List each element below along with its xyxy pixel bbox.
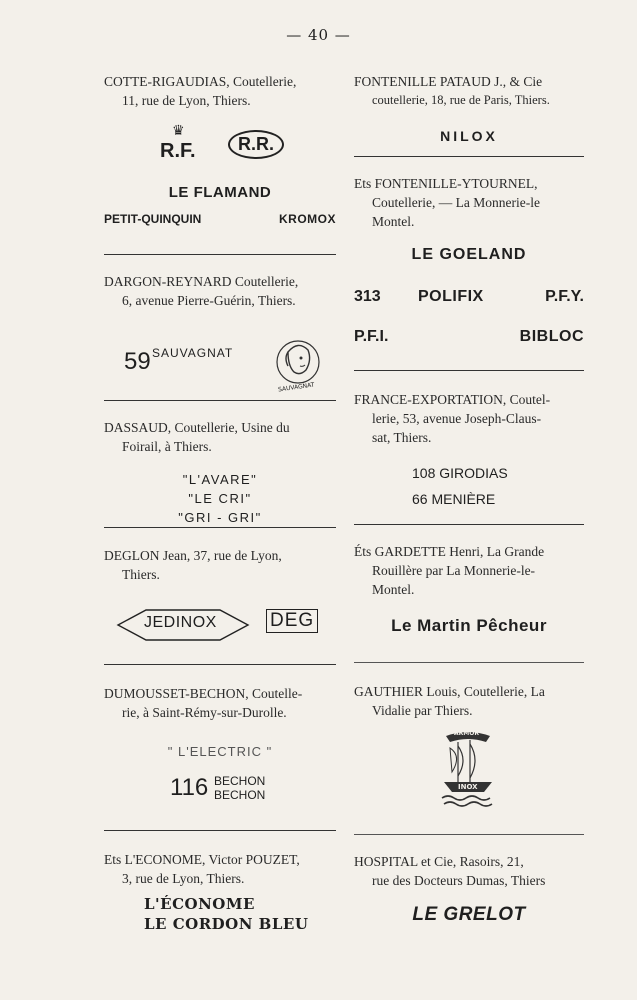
mark-pfi: P.F.I. (354, 328, 389, 345)
mark-lavare: "L'AVARE" (182, 472, 258, 487)
header-line: Thiers. (122, 567, 160, 582)
entry-header (354, 72, 584, 110)
header-line: FONTENILLE PATAUD J., & Cie (354, 74, 543, 89)
entry-fontenille-pataud (354, 72, 584, 144)
header-line: sat, Thiers. (372, 430, 432, 445)
entry-header (104, 684, 336, 722)
header-line: coutellerie, 18, rue de Paris, Thiers. (372, 93, 550, 107)
mark-petit-quinquin: PETIT-QUINQUIN (104, 212, 202, 226)
divider (354, 156, 584, 157)
mark-kromox: KROMOX (279, 212, 336, 226)
mark-polifix: POLIFIX (418, 288, 484, 305)
entry-gardette (354, 542, 584, 635)
seal-text: SAUVAGNAT (277, 381, 315, 394)
mark-lelectric: " L'ELECTRIC " (167, 744, 273, 759)
logo-word: BECHON (214, 774, 266, 788)
mark-gri-gri: "GRI - GRI" (178, 510, 262, 525)
header-line: Montel. (372, 582, 415, 597)
entry-header (354, 852, 584, 890)
header-line: Montel. (372, 214, 415, 229)
ship-seal-logo (438, 726, 498, 810)
entry-hospital (354, 852, 584, 925)
logo-name: SAUVAGNAT (152, 346, 234, 360)
entry-header (104, 272, 336, 310)
entry-header (104, 418, 336, 456)
header-line: HOSPITAL et Cie, Rasoirs, 21, (354, 854, 524, 869)
mark-le-martin-pecheur: Le Martin Pêcheur (391, 616, 547, 635)
divider (104, 830, 336, 831)
logo-number: 116 (170, 774, 209, 801)
mark-nilox: NILOX (440, 128, 498, 144)
entry-france-exportation (354, 390, 584, 507)
header-line: 3, rue de Lyon, Thiers. (122, 871, 245, 886)
mark-list (144, 894, 308, 934)
header-line: DASSAUD, Coutellerie, Usine du (104, 420, 290, 435)
crown-icon: ♛ (172, 123, 185, 139)
divider (354, 662, 584, 663)
logo-jedinox-text: JEDINOX (144, 614, 217, 631)
mark-bibloc: BIBLOC (519, 328, 584, 345)
page-number: — 40 — (286, 26, 351, 44)
header-line: COTTE-RIGAUDIAS, Coutellerie, (104, 74, 297, 89)
logo-sauvagnat (124, 336, 344, 396)
seal-top-text: ARMOR (454, 730, 479, 737)
entry-header (354, 682, 584, 720)
entry-header (104, 72, 336, 110)
divider (104, 254, 336, 255)
entry-cotte-rigaudias (104, 72, 336, 226)
logo-rf-rr (158, 124, 298, 170)
entry-header (104, 850, 336, 888)
mark-meniere: 66 MENIÈRE (412, 491, 496, 507)
header-line: GAUTHIER Louis, Coutellerie, La (354, 684, 545, 699)
entry-header (354, 542, 584, 599)
mark-le-grelot: LE GRELOT (412, 904, 526, 925)
header-line: Foirail, à Thiers. (122, 439, 212, 454)
seal-bottom-text: INOX (458, 783, 478, 791)
mark-le-goeland: LE GOELAND (411, 246, 527, 263)
logo-deg-text: DEG (266, 609, 318, 633)
header-line: Rouillère par La Monnerie-le- (372, 563, 536, 578)
mark-le-flamand: LE FLAMAND (168, 184, 272, 201)
header-line: DUMOUSSET-BECHON, Coutelle- (104, 686, 303, 701)
header-line: rie, à Saint-Rémy-sur-Durolle. (122, 705, 287, 720)
entry-header (354, 174, 584, 231)
entry-econome (104, 850, 336, 933)
header-line: lerie, 53, avenue Joseph-Claus- (372, 411, 542, 426)
divider (354, 370, 584, 371)
logo-rr-text: R.R. (228, 130, 284, 159)
mark-pfy: P.F.Y. (545, 288, 584, 305)
mark-leconome: L'ÉCONOME (144, 895, 255, 913)
logo-rf-text: R.F. (160, 140, 196, 162)
entry-deglon (104, 546, 336, 631)
logo-116-bechon (170, 774, 290, 808)
entry-dassaud (104, 418, 336, 525)
entry-gauthier (354, 682, 584, 791)
entry-dumousset-bechon (104, 684, 336, 802)
header-line: DEGLON Jean, 37, rue de Lyon, (104, 548, 282, 563)
logo-word: BECHON (214, 788, 266, 802)
header-line: FRANCE-EXPORTATION, Coutel- (354, 392, 551, 407)
divider (354, 524, 584, 525)
divider (354, 834, 584, 835)
header-line: 11, rue de Lyon, Thiers. (122, 93, 251, 108)
header-line: Ets FONTENILLE-YTOURNEL, (354, 176, 538, 191)
divider (104, 664, 336, 665)
header-line: Vidalie par Thiers. (372, 703, 473, 718)
mark-le-cri: "LE CRI" (188, 491, 252, 506)
header-line: DARGON-REYNARD Coutellerie, (104, 274, 299, 289)
mark-girodias: 108 GIRODIAS (412, 465, 508, 481)
header-line: 6, avenue Pierre-Guérin, Thiers. (122, 293, 296, 308)
logo-jedinox-deg (116, 606, 336, 646)
mark-list (412, 460, 508, 512)
entry-header (354, 390, 584, 447)
mark-list (104, 470, 336, 527)
entry-dargon-reynard (104, 272, 336, 394)
logo-number: 59 (124, 348, 151, 375)
divider (104, 527, 336, 528)
divider (104, 400, 336, 401)
header-line: Éts GARDETTE Henri, La Grande (354, 544, 545, 559)
entry-header (104, 546, 336, 584)
sailing-ship-icon (438, 726, 498, 810)
mark-313: 313 (354, 288, 381, 305)
header-line: Ets L'ECONOME, Victor POUZET, (104, 852, 300, 867)
mark-le-cordon-bleu: LE CORDON BLEU (144, 915, 309, 933)
header-line: Coutellerie, — La Monnerie-le (372, 195, 540, 210)
header-line: rue des Docteurs Dumas, Thiers (372, 873, 546, 888)
entry-fontenille-ytournel (354, 174, 584, 345)
